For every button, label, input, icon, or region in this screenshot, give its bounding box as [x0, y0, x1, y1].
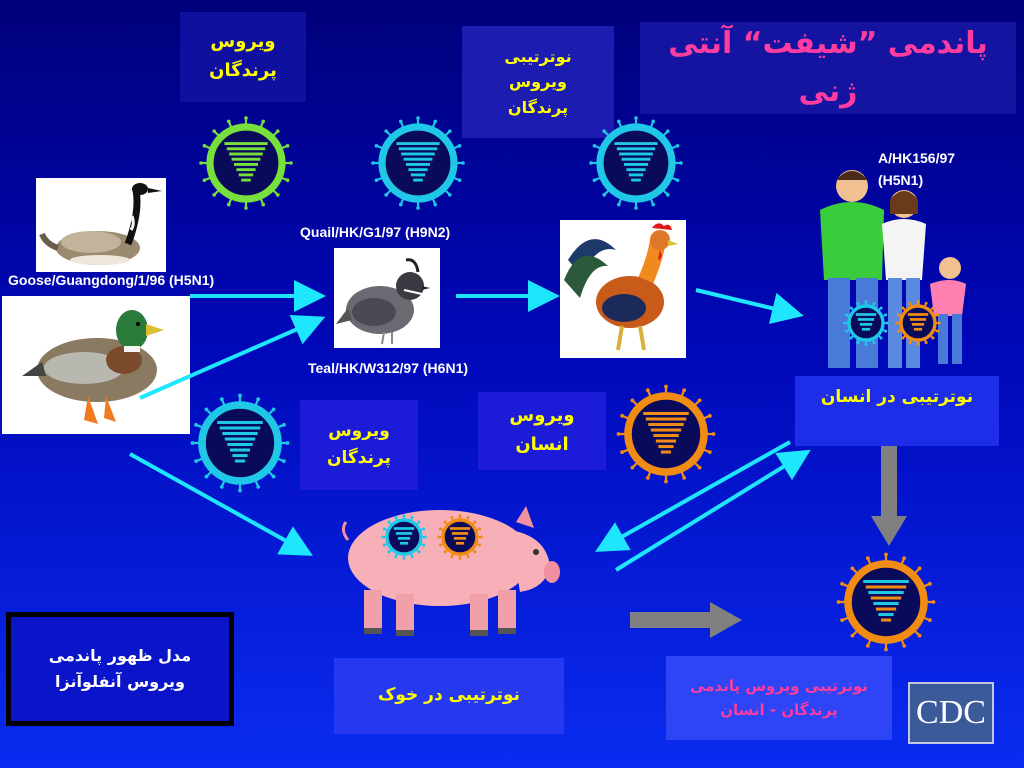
human-virus-line2: انسان	[515, 434, 569, 455]
human-virus-line1: ویروس	[509, 405, 575, 427]
pandemic-virus-icon	[837, 553, 936, 652]
reassortant-avian-line2: ویروس	[509, 72, 567, 92]
human-cyan-virus-icon	[843, 300, 889, 346]
pig-reassortant-label: نوترتیبی در خوک	[377, 685, 521, 706]
avian-virus-box-line2: پرندگان	[209, 60, 277, 81]
human-strain-label-2: (H5N1)	[878, 172, 924, 188]
pandemic-reassortant-line1: نوترتیبی ویروس پاندمی	[690, 677, 868, 695]
model-line1: مدل ظهور پاندمی	[48, 646, 192, 666]
page-title: پاندمی ”شیفت“ آنتی ژنی	[668, 26, 988, 109]
reassortant-avian-line1: نوترتیبی	[504, 46, 572, 66]
quail-strain-label: Quail/HK/G1/97 (H9N2)	[300, 224, 451, 240]
model-line2: ویروس آنفلوآنزا	[55, 672, 185, 691]
avian-virus-box-line1: ویروس	[210, 31, 276, 53]
human-orange-virus-icon	[895, 300, 941, 346]
human-strain-label-1: A/HK156/97	[878, 150, 956, 166]
teal-strain-label: Teal/HK/W312/97 (H6N1)	[308, 360, 469, 376]
avian-virus-cyan-top-icon	[371, 116, 465, 210]
avian-virus-cyan-mid-icon	[191, 394, 290, 493]
cdc-logo-text: CDC	[916, 694, 986, 731]
pandemic-reassortant-line2: پرندگان - انسان	[720, 701, 838, 719]
reassortant-avian-line3: پرندگان	[507, 97, 569, 117]
reassortant-virus-top-icon	[589, 116, 683, 210]
pig-avian-virus-icon	[381, 514, 427, 560]
avian-virus-mid-line1: ویروس	[328, 420, 390, 441]
human-reassortant-label: نوترتیبی در انسان	[820, 387, 974, 407]
cdc-logo	[908, 682, 994, 744]
human-virus-orange-icon	[617, 385, 716, 484]
goose-strain-label: Goose/Guangdong/1/96 (H5N1)	[8, 272, 215, 288]
avian-virus-mid-line2: پرندگان	[327, 448, 391, 468]
pig-human-virus-icon	[437, 514, 483, 560]
avian-virus-green-icon	[199, 116, 293, 210]
